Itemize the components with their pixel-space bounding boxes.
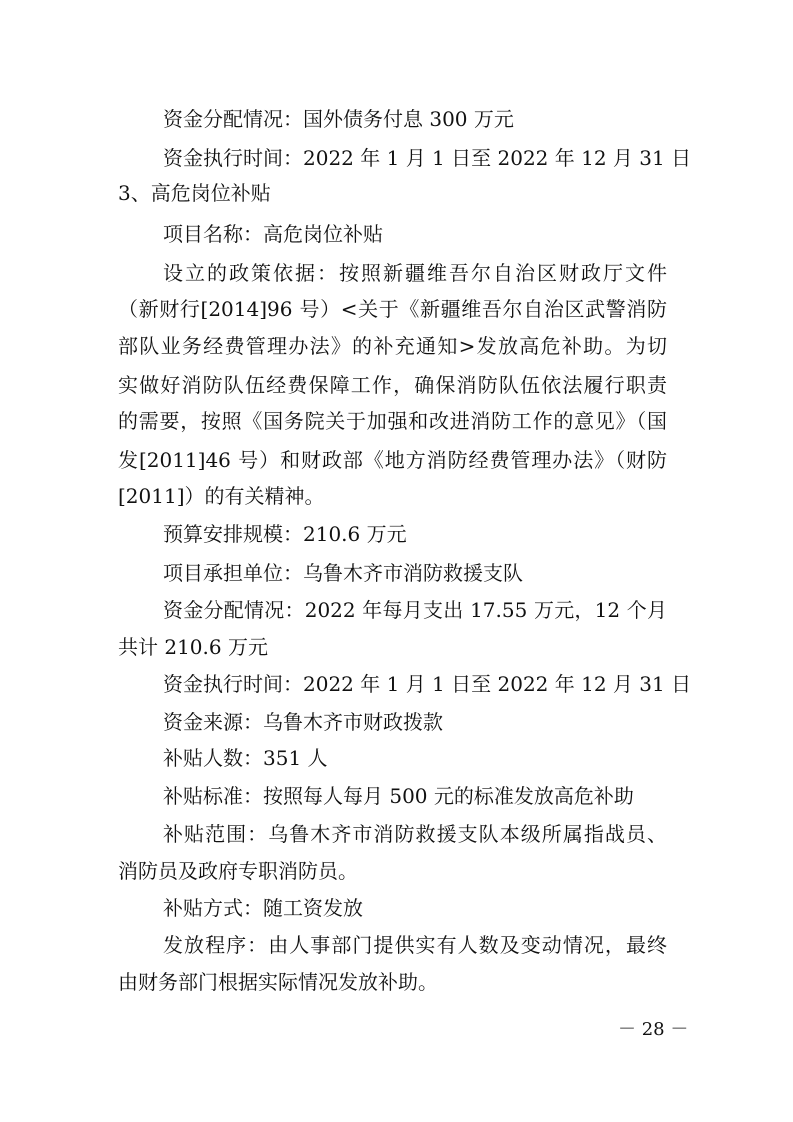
text-line-policy-basis-7: [2011]）的有关精神。: [118, 484, 325, 508]
text-line-policy-basis-4: 实做好消防队伍经费保障工作，确保消防队伍依法履行职责: [118, 373, 667, 397]
text-line-fund-source: 资金来源：乌鲁木齐市财政拨款: [163, 710, 443, 734]
text-line-policy-basis-2: （新财行[2014]96 号）<关于《新疆维吾尔自治区武警消防: [118, 297, 667, 321]
text-line-budget-scale: 预算安排规模：210.6 万元: [163, 522, 407, 546]
text-line-policy-basis-1: 设立的政策依据：按照新疆维吾尔自治区财政厅文件: [163, 261, 667, 285]
text-line-fund-allocation-2: 资金分配情况：2022 年每月支出 17.55 万元，12 个月: [163, 598, 667, 622]
text-line-subsidy-method: 补贴方式：随工资发放: [163, 896, 363, 920]
section-heading-high-risk-subsidy: 3、高危岗位补贴: [118, 181, 271, 205]
text-line-payment-procedure-1: 发放程序：由人事部门提供实有人数及变动情况，最终: [163, 933, 667, 957]
text-line-execution-time-1: 资金执行时间：2022 年 1 月 1 日至 2022 年 12 月 31 日: [163, 146, 692, 170]
page-number: － 28 －: [618, 1019, 689, 1040]
text-line-subsidy-count: 补贴人数：351 人: [163, 746, 328, 770]
text-line-payment-procedure-2: 由财务部门根据实际情况发放补助。: [118, 970, 438, 994]
text-line-policy-basis-5: 的需要，按照《国务院关于加强和改进消防工作的意见》（国: [118, 409, 667, 433]
text-line-subsidy-standard: 补贴标准：按照每人每月 500 元的标准发放高危补助: [163, 784, 634, 808]
text-line-subsidy-scope-2: 消防员及政府专职消防员。: [118, 859, 358, 883]
text-line-project-name: 项目名称：高危岗位补贴: [163, 222, 383, 246]
text-line-execution-time-2: 资金执行时间：2022 年 1 月 1 日至 2022 年 12 月 31 日: [163, 672, 692, 696]
text-line-policy-basis-3: 部队业务经费管理办法》的补充通知>发放高危补助。为切: [118, 334, 667, 358]
text-line-subsidy-scope-1: 补贴范围：乌鲁木齐市消防救援支队本级所属指战员、: [163, 822, 667, 846]
text-line-fund-allocation-2-cont: 共计 210.6 万元: [118, 635, 268, 659]
text-line-fund-allocation-1: 资金分配情况：国外债务付息 300 万元: [163, 107, 514, 131]
text-line-policy-basis-6: 发[2011]46 号）和财政部《地方消防经费管理办法》（财防: [118, 448, 667, 472]
text-line-responsible-unit: 项目承担单位：乌鲁木齐市消防救援支队: [163, 561, 523, 585]
